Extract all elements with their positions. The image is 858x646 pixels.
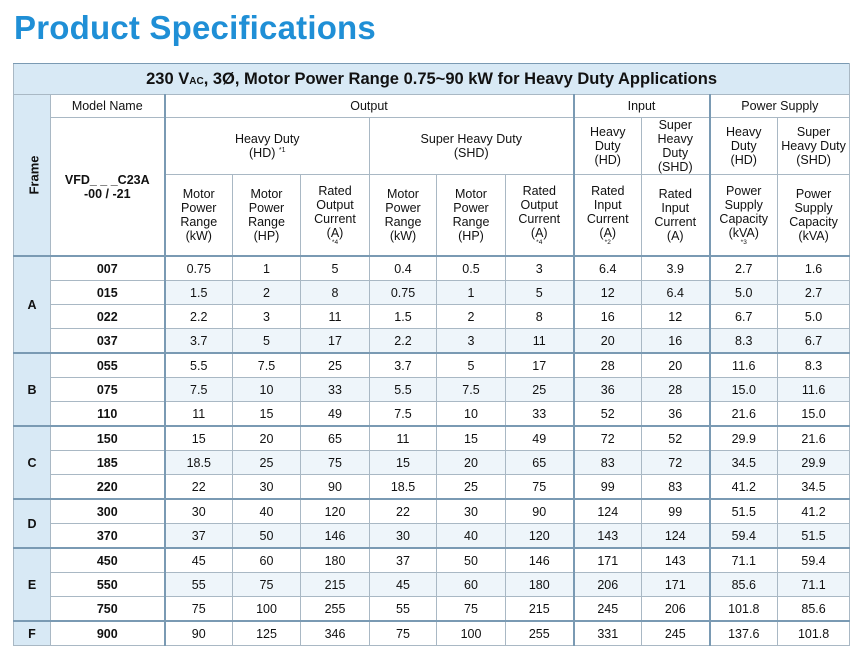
table-cell: 8.3: [710, 329, 778, 354]
table-cell: 20: [574, 329, 642, 354]
page-title: Product Specifications: [14, 9, 376, 46]
table-cell: 143: [642, 548, 710, 573]
table-row: [14, 353, 850, 378]
spec-table-body: [14, 256, 850, 646]
table-row: [14, 378, 850, 402]
table-cell: 25: [233, 451, 301, 475]
table-cell: 3: [506, 256, 574, 281]
table-cell: 45: [165, 548, 233, 573]
table-row: [14, 256, 850, 281]
table-row: [14, 499, 850, 524]
table-cell: 5: [233, 329, 301, 354]
table-cell: 33: [301, 378, 370, 402]
table-cell: 7.5: [233, 353, 301, 378]
input-hd-header: Heavy Duty (HD): [574, 118, 642, 175]
table-cell: 75: [370, 621, 437, 646]
table-cell: 49: [506, 426, 574, 451]
table-cell: 2.2: [165, 305, 233, 329]
table-cell: 10: [233, 378, 301, 402]
table-cell: 59.4: [710, 524, 778, 549]
model-code-cell: 055: [51, 353, 165, 378]
table-cell: 49: [301, 402, 370, 427]
model-code-header: VFD_ _ _C23A -00 / -21: [51, 118, 165, 257]
table-cell: 25: [301, 353, 370, 378]
model-code-cell: 110: [51, 402, 165, 427]
table-cell: 1: [437, 281, 506, 305]
table-cell: 18.5: [370, 475, 437, 500]
col-hd-kw: Motor Power Range (kW): [165, 175, 233, 257]
model-code-cell: 150: [51, 426, 165, 451]
table-cell: 346: [301, 621, 370, 646]
table-cell: 171: [642, 573, 710, 597]
table-cell: 11: [506, 329, 574, 354]
input-header: Input: [574, 95, 710, 118]
table-cell: 37: [370, 548, 437, 573]
table-cell: 120: [301, 499, 370, 524]
table-cell: 12: [574, 281, 642, 305]
table-cell: 15.0: [778, 402, 850, 427]
table-cell: 125: [233, 621, 301, 646]
table-cell: 11: [301, 305, 370, 329]
table-cell: 30: [370, 524, 437, 549]
table-cell: 52: [574, 402, 642, 427]
col-shd-kw: Motor Power Range (kW): [370, 175, 437, 257]
power-supply-header: Power Supply: [710, 95, 850, 118]
table-cell: 101.8: [710, 597, 778, 622]
table-cell: 10: [437, 402, 506, 427]
table-cell: 146: [506, 548, 574, 573]
table-cell: 34.5: [778, 475, 850, 500]
table-cell: 75: [233, 573, 301, 597]
table-cell: 215: [506, 597, 574, 622]
table-cell: 25: [437, 475, 506, 500]
table-cell: 124: [642, 524, 710, 549]
table-cell: 21.6: [778, 426, 850, 451]
col-ps-hd: Power Supply Capacity (kVA) *3: [710, 175, 778, 257]
table-cell: 75: [437, 597, 506, 622]
table-cell: 41.2: [778, 499, 850, 524]
model-code-cell: 550: [51, 573, 165, 597]
table-cell: 8: [506, 305, 574, 329]
output-header: Output: [165, 95, 574, 118]
table-cell: 0.4: [370, 256, 437, 281]
frame-header: Frame: [14, 95, 51, 257]
table-cell: 20: [642, 353, 710, 378]
table-cell: 15: [370, 451, 437, 475]
table-cell: 2: [233, 281, 301, 305]
table-cell: 171: [574, 548, 642, 573]
table-cell: 143: [574, 524, 642, 549]
table-cell: 60: [233, 548, 301, 573]
table-cell: 5.0: [778, 305, 850, 329]
table-cell: 75: [506, 475, 574, 500]
table-cell: 29.9: [778, 451, 850, 475]
table-cell: 8: [301, 281, 370, 305]
table-cell: 5.5: [165, 353, 233, 378]
col-input-shd: Rated Input Current (A): [642, 175, 710, 257]
table-cell: 1.6: [778, 256, 850, 281]
table-cell: 101.8: [778, 621, 850, 646]
table-cell: 34.5: [710, 451, 778, 475]
table-cell: 71.1: [778, 573, 850, 597]
table-cell: 30: [165, 499, 233, 524]
table-cell: 20: [437, 451, 506, 475]
table-cell: 30: [233, 475, 301, 500]
table-cell: 20: [233, 426, 301, 451]
table-cell: 0.5: [437, 256, 506, 281]
table-cell: 5.0: [710, 281, 778, 305]
ps-shd-header: Super Heavy Duty (SHD): [778, 118, 850, 175]
table-row: [14, 573, 850, 597]
table-cell: 100: [233, 597, 301, 622]
col-hd-current: Rated Output Current (A) *4: [301, 175, 370, 257]
frame-label: E: [14, 548, 51, 621]
table-cell: 2.7: [710, 256, 778, 281]
table-cell: 120: [506, 524, 574, 549]
table-cell: 90: [506, 499, 574, 524]
frame-label: C: [14, 426, 51, 499]
model-code-cell: 015: [51, 281, 165, 305]
table-cell: 2.2: [370, 329, 437, 354]
model-code-cell: 037: [51, 329, 165, 354]
frame-label: F: [14, 621, 51, 646]
table-cell: 40: [233, 499, 301, 524]
table-cell: 15.0: [710, 378, 778, 402]
table-row: [14, 475, 850, 500]
table-cell: 5: [506, 281, 574, 305]
output-shd-header: Super Heavy Duty (SHD): [370, 118, 574, 175]
table-cell: 28: [642, 378, 710, 402]
table-cell: 11: [370, 426, 437, 451]
model-code-cell: 022: [51, 305, 165, 329]
col-shd-current: Rated Output Current (A) *4: [506, 175, 574, 257]
table-cell: 41.2: [710, 475, 778, 500]
table-cell: 2: [437, 305, 506, 329]
spec-table-header: [14, 64, 850, 257]
table-cell: 255: [301, 597, 370, 622]
table-cell: 6.4: [642, 281, 710, 305]
ps-hd-header: Heavy Duty (HD): [710, 118, 778, 175]
table-cell: 22: [165, 475, 233, 500]
table-cell: 124: [574, 499, 642, 524]
table-cell: 72: [574, 426, 642, 451]
table-cell: 75: [165, 597, 233, 622]
table-cell: 85.6: [710, 573, 778, 597]
table-row: [14, 548, 850, 573]
table-cell: 12: [642, 305, 710, 329]
spec-table: [13, 63, 850, 646]
table-cell: 146: [301, 524, 370, 549]
table-cell: 21.6: [710, 402, 778, 427]
table-cell: 3.9: [642, 256, 710, 281]
table-row: [14, 329, 850, 354]
table-cell: 5: [301, 256, 370, 281]
table-cell: 3.7: [165, 329, 233, 354]
table-cell: 180: [301, 548, 370, 573]
table-cell: 100: [437, 621, 506, 646]
col-shd-hp: Motor Power Range (HP): [437, 175, 506, 257]
table-cell: 71.1: [710, 548, 778, 573]
table-cell: 206: [574, 573, 642, 597]
table-cell: 55: [165, 573, 233, 597]
table-cell: 90: [301, 475, 370, 500]
col-hd-hp: Motor Power Range (HP): [233, 175, 301, 257]
table-cell: 1.5: [165, 281, 233, 305]
model-code-cell: 007: [51, 256, 165, 281]
table-cell: 75: [301, 451, 370, 475]
model-code-cell: 370: [51, 524, 165, 549]
table-cell: 83: [574, 451, 642, 475]
table-cell: 6.4: [574, 256, 642, 281]
table-cell: 245: [642, 621, 710, 646]
table-cell: 52: [642, 426, 710, 451]
table-cell: 30: [437, 499, 506, 524]
table-cell: 22: [370, 499, 437, 524]
model-code-cell: 300: [51, 499, 165, 524]
table-cell: 11.6: [778, 378, 850, 402]
table-cell: 245: [574, 597, 642, 622]
table-row: [14, 451, 850, 475]
table-cell: 50: [437, 548, 506, 573]
table-row: [14, 402, 850, 427]
model-code-cell: 075: [51, 378, 165, 402]
table-cell: 1: [233, 256, 301, 281]
table-cell: 99: [574, 475, 642, 500]
table-cell: 59.4: [778, 548, 850, 573]
table-cell: 7.5: [437, 378, 506, 402]
table-cell: 3.7: [370, 353, 437, 378]
table-cell: 5.5: [370, 378, 437, 402]
frame-label: B: [14, 353, 51, 426]
table-cell: 11: [165, 402, 233, 427]
col-input-hd: Rated Input Current (A) *2: [574, 175, 642, 257]
table-cell: 206: [642, 597, 710, 622]
model-code-cell: 750: [51, 597, 165, 622]
table-cell: 1.5: [370, 305, 437, 329]
table-cell: 25: [506, 378, 574, 402]
table-row: [14, 426, 850, 451]
table-cell: 99: [642, 499, 710, 524]
frame-label: D: [14, 499, 51, 548]
table-cell: 33: [506, 402, 574, 427]
table-cell: 7.5: [165, 378, 233, 402]
table-cell: 85.6: [778, 597, 850, 622]
table-cell: 83: [642, 475, 710, 500]
table-row: [14, 305, 850, 329]
table-cell: 15: [165, 426, 233, 451]
table-cell: 36: [574, 378, 642, 402]
table-cell: 18.5: [165, 451, 233, 475]
table-cell: 16: [574, 305, 642, 329]
input-shd-header: Super Heavy Duty (SHD): [642, 118, 710, 175]
table-cell: 3: [233, 305, 301, 329]
table-cell: 2.7: [778, 281, 850, 305]
table-cell: 331: [574, 621, 642, 646]
table-row: [14, 621, 850, 646]
table-row: [14, 281, 850, 305]
table-cell: 0.75: [165, 256, 233, 281]
table-cell: 215: [301, 573, 370, 597]
table-cell: 16: [642, 329, 710, 354]
table-cell: 65: [301, 426, 370, 451]
model-code-cell: 220: [51, 475, 165, 500]
table-cell: 6.7: [710, 305, 778, 329]
table-caption: 230 VAC, 3Ø, Motor Power Range 0.75~90 kW for Heavy Duty Applications: [14, 64, 850, 95]
table-cell: 17: [506, 353, 574, 378]
table-cell: 40: [437, 524, 506, 549]
table-cell: 5: [437, 353, 506, 378]
model-name-header: Model Name: [51, 95, 165, 118]
table-cell: 65: [506, 451, 574, 475]
table-cell: 17: [301, 329, 370, 354]
table-cell: 37: [165, 524, 233, 549]
table-cell: 7.5: [370, 402, 437, 427]
table-cell: 55: [370, 597, 437, 622]
table-cell: 180: [506, 573, 574, 597]
table-cell: 15: [437, 426, 506, 451]
table-cell: 28: [574, 353, 642, 378]
model-code-cell: 900: [51, 621, 165, 646]
table-cell: 36: [642, 402, 710, 427]
table-cell: 15: [233, 402, 301, 427]
table-cell: 60: [437, 573, 506, 597]
table-cell: 137.6: [710, 621, 778, 646]
table-cell: 11.6: [710, 353, 778, 378]
table-cell: 0.75: [370, 281, 437, 305]
table-cell: 51.5: [710, 499, 778, 524]
table-cell: 50: [233, 524, 301, 549]
model-code-cell: 450: [51, 548, 165, 573]
table-cell: 45: [370, 573, 437, 597]
col-ps-shd: Power Supply Capacity (kVA): [778, 175, 850, 257]
table-cell: 8.3: [778, 353, 850, 378]
table-cell: 29.9: [710, 426, 778, 451]
table-cell: 255: [506, 621, 574, 646]
table-row: [14, 524, 850, 549]
output-hd-header: Heavy Duty (HD) $^{*1}$: [165, 118, 370, 175]
table-cell: 3: [437, 329, 506, 354]
table-cell: 51.5: [778, 524, 850, 549]
table-cell: 6.7: [778, 329, 850, 354]
model-code-cell: 185: [51, 451, 165, 475]
frame-label: A: [14, 256, 51, 353]
table-cell: 72: [642, 451, 710, 475]
table-row: [14, 597, 850, 622]
table-cell: 90: [165, 621, 233, 646]
